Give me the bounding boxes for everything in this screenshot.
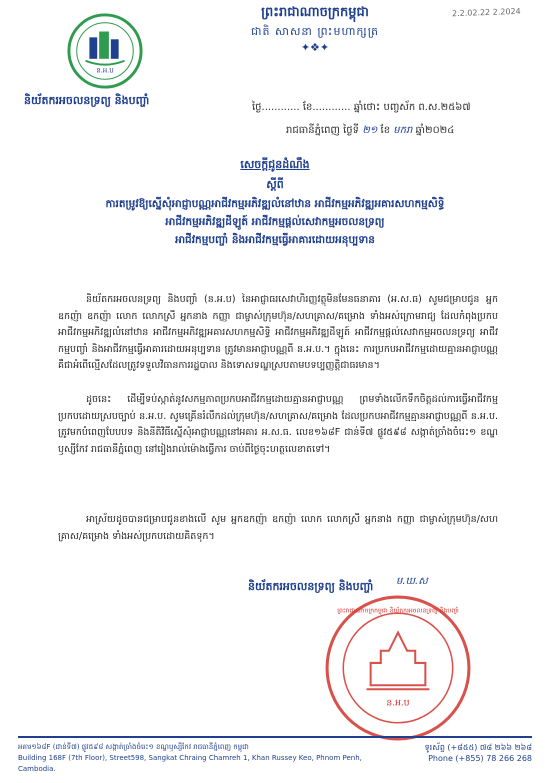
solar-date-year: ឆ្នាំ២០២៤ [415,125,455,136]
solar-date [286,123,454,138]
footer-address [18,742,378,775]
notice-title: សេចក្តីជូនដំណឹង [240,158,310,171]
footer-divider [18,736,532,738]
kingdom-heading [210,4,420,54]
address-english: Building 168F (7th Floor), Street598, Sangkat Chraing Chamreh 1, Khan Russey Keo, Phnom Penh, Cambodia. [18,754,362,773]
address-khmer: អគារ១៦៨F (ជាន់ទី៧) ផ្លូវ៥៩៨ សង្កាត់ច្រាំងចំរេះ១ ខណ្ឌឫស្សីកែវ រាជធានីភ្នំពេញ កម្ពុជា [18,743,249,751]
handwritten-month: មករា [393,125,413,136]
subject-line: អាជីវកម្មបញ្ចាំ និងអាជីវកម្មធ្វើអាគារដោយអនុប្បទាន [175,234,375,246]
subject-line: អាជីវកម្មអភិវឌ្ឍដីឡូត៍ អាជីវកម្មផ្តល់សេវាកម្មអចលនទ្រព្យ [165,216,385,228]
issuing-organization: និយ័តករអចលនទ្រព្យ និងបញ្ចាំ [24,94,150,107]
org-logo [66,12,144,90]
footer-phone [425,742,532,764]
handwritten-day: ២១ [362,125,378,136]
signatory-organization: និយ័តករអចលនទ្រព្យ និងបញ្ចាំ [248,580,374,593]
phone-khmer: ទូរស័ព្ទ (+៨៥៥) ៧៨ ២៦៦ ២៦៨ [424,743,532,752]
phone-english: Phone (+855) 78 266 268 [428,754,532,763]
body-paragraph: និយ័តករអចលនទ្រព្យ និងបញ្ចាំ (ន.អ.ប) នៃអាជ្ញាធរសេវាហិរញ្ញវត្ថុមិនមែនធនាគារ (អ.ស.ធ) សូមជម្រាបជូន អ្នកឧកញ៉ា ឧកញ៉ា លោក លោកស្រី អ្នកនាង កញ្ញា ជាម្ចាស់ក្រុមហ៊ុន/សហគ្រាស/គម្រោង ទាំងអស់ក្រោមរាជ្យ ដែលកំពុងប្រកបអាជីវកម្មអភិវឌ្ឍលំនៅឋាន អាជីវកម្មអភិវឌ្ឍអគារសហកម្មសិទ្ធិ អាជីវកម្មអភិវឌ្ឍដីឡូត៍ អាជីវកម្មផ្តល់សេវាកម្មអចលនទ្រព្យ អាជីវកម្មបញ្ចាំ និងអាជីវកម្មធ្វើអាគារដោយអនុប្បទាន ត្រូវមានអាជ្ញាបណ្ណពី ន.អ.ប.។ ក្នុងនេះ ការប្រកបអាជីវកម្មដោយគ្មានអាជ្ញាបណ្ណគឺជាអំពើល្មើសដែលត្រូវទទួលវិធានការរដ្ឋបាល និងទោសទណ្ឌស្របតាមបទប្បញ្ញត្តិជាធរមាន។ [58,294,498,371]
official-seal [322,592,474,744]
kingdom-title: ព្រះរាជាណាចក្រកម្ពុជា [261,5,369,20]
subject-line: ការតម្រូវឱ្យស្នើសុំអាជ្ញាបណ្ណអាជីវកម្មអភិវឌ្ឍលំនៅឋាន អាជីវកម្មអភិវឌ្ឍអគារសហកម្មសិទ្ធិ [105,198,445,210]
seal-ring-text: ព្រះរាជាណាចក្រកម្ពុជា និយ័តករអចលនទ្រព្យ និងបញ្ចាំ [337,607,459,615]
seal-center-text: ន.អ.ប [386,698,410,709]
solar-date-month-label: ខែ [380,125,391,136]
body-paragraph: ដូចនេះ ដើម្បីទប់ស្កាត់នូវសកម្មភាពប្រកបអាជីវកម្មដោយគ្មានអាជ្ញាបណ្ណ ព្រមទាំងលើកទឹកចិត្តដល់ការធ្វើអាជីវកម្មប្រកបដោយស្របច្បាប់ ន.អ.ប. សូមគ្រើនរំលឹកដល់ក្រុមហ៊ុន/សហគ្រាស/គម្រោង ដែលប្រកបអាជីវកម្មគ្មានអាជ្ញាបណ្ណពី ន.អ.ប. ត្រូវមកបំពេញបែបបទ និងនីតិវិធីស្នើសុំអាជ្ញាបណ្ណនៅអគារ អ.ស.ធ. លេខ១៦៨F ជាន់ទី៧ ផ្លូវ៥៩៨ សង្កាត់ច្រាំងចំរេះ១ ខណ្ឌឫស្សីកែវ រាជធានីភ្នំពេញ នៅរៀងរាល់ម៉ោងធ្វើការ ចាប់ពីថ្ងៃចុះហត្ថលេខាតទៅ។ [58,394,498,455]
logo-abbr: ន.អ.ប [96,66,114,75]
received-stamp: 2.2.02.22 2.2024 [451,6,521,19]
heading-ornament: ✦❖✦ [300,41,330,54]
national-motto: ជាតិ សាសនា ព្រះមហាក្សត្រ [251,25,379,38]
signature-initial: ម.ឃ.ស [396,576,428,587]
lunar-date: ថ្ងៃ............ ខែ............ ឆ្នាំថោះ បញ្ចស័ក ព.ស.២៥៦៧ [252,102,471,113]
body-paragraph: អាស្រ័យដូចបានជម្រាបជូនខាងលើ សូម អ្នកឧកញ៉ា ឧកញ៉ា លោក លោកស្រី អ្នកនាង កញ្ញា ជាម្ចាស់ក្រុមហ៊ុន/សហគ្រាស/គម្រោង ទាំងអស់ប្រកបដោយគិតទុក។ [58,514,498,542]
subject-re: ស្តីពី [266,178,284,191]
solar-date-prefix: រាជធានីភ្នំពេញ ថ្ងៃទី [286,125,360,136]
